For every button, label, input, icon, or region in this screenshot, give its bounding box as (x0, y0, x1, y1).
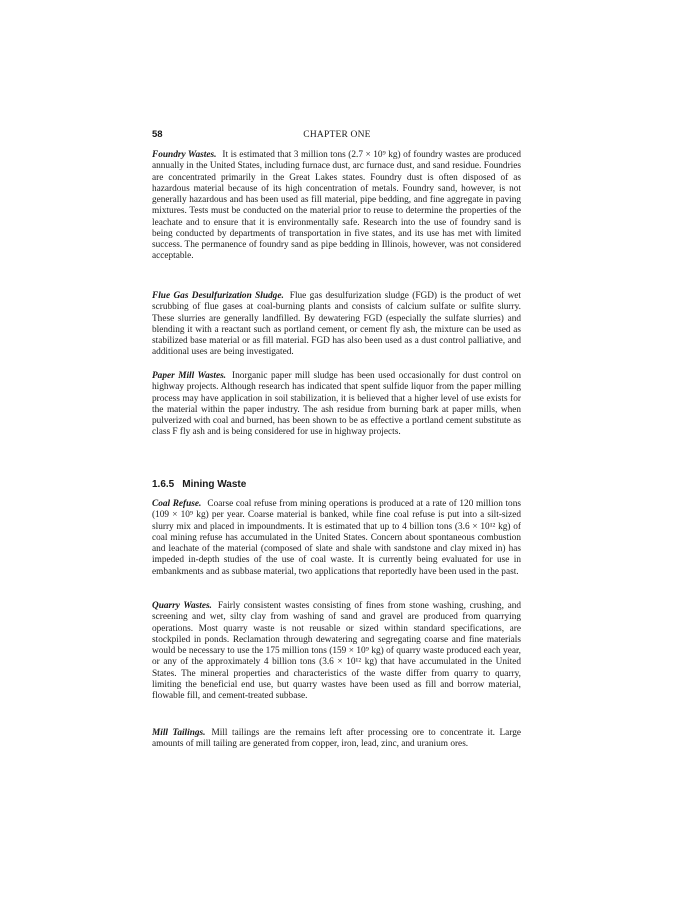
runin-heading: Coal Refuse. (152, 499, 202, 509)
page-number: 58 (152, 129, 163, 140)
paragraph-body: Fairly consistent wastes consisting of fines from stone washing, crushing, and screening and wet, silty clay from washing of sand and gravel are produced from quarrying operations. Most quarry waste is not reusable or sized within standard specifications, are stockpiled in ponds. Reclamation through dewatering and segregating coarse and fine materials would be necessary to use the 175 million tons (159 × 10⁹ kg) of quarry waste produced each year, or any of the approximately 4 billion tons (3.6 × 10¹² kg) that have accumulated in the United States. The mineral properties and characteristics of the waste differ from quarry to quarry, limiting the beneficial end use, but quarry wastes have been used as fill and borrow material, flowable fill, and cement-treated subbase. (152, 601, 521, 701)
paragraph-flue-gas-sludge (152, 291, 521, 359)
runin-heading: Foundry Wastes. (152, 150, 217, 160)
paragraph-body: Flue gas desulfurization sludge (FGD) is the product of wet scrubbing of flue gases at coal-burning plants and consists of calcium sulfate or sulfite slurry. These slurries are generally landfilled. By dewatering FGD (especially the sulfate slurries) and blending it with a reactant such as portland cement, or cement fly ash, the mixture can be used as stabilized base material or as fill material. FGD has also been used as a dust control palliative, and additional uses are being investigated. (152, 291, 521, 358)
paragraph-paper-mill-wastes (152, 371, 521, 439)
paragraph-body: Mill tailings are the remains left after processing ore to concentrate it. Large amounts of mill tailing are generated from copper, iron, lead, zinc, and uranium ores. (152, 728, 521, 750)
section-title: Mining Waste (182, 479, 247, 490)
paragraph-quarry-wastes (152, 601, 521, 702)
paragraph-body: It is estimated that 3 million tons (2.7 × 10⁹ kg) of foundry wastes are produced annually in the United States, including furnace dust, arc furnace dust, and sand residue. Foundries are concentrated primarily in the Great Lakes states. Foundry dust is often disposed of as hazardous material because of its high concentration of metals. Foundry sand, however, is not generally hazardous and has been used as fill material, pipe bedding, and fine aggregate in paving mixtures. Tests must be conducted on the material prior to reuse to determine the properties of the leachate and to ensure that it is environmentally safe. Research into the use of foundry sand is being conducted by departments of transportation in five states, and its use has met with limited success. The permanence of foundry sand as pipe bedding in Illinois, however, was not considered acceptable. (152, 150, 521, 262)
section-number: 1.6.5 (152, 479, 175, 490)
section-heading (152, 479, 246, 491)
paragraph-body: Inorganic paper mill sludge has been used occasionally for dust control on highway projects. Although research has indicated that spent sulfide liquor from the paper milling process may have application in soil stabilization, it is believed that a higher level of use exists for the material within the paper industry. The ash residue from burning bark at paper mills, when pulverized with coal and burned, has been shown to be as effective a portland cement substitute as class F fly ash and is being considered for use in highway projects. (152, 371, 521, 438)
runin-heading: Flue Gas Desulfurization Sludge. (152, 291, 284, 301)
runin-heading: Quarry Wastes. (152, 601, 212, 611)
paragraph-mill-tailings (152, 728, 521, 751)
paragraph-foundry-wastes (152, 150, 521, 263)
runin-heading: Paper Mill Wastes. (152, 371, 227, 381)
paragraph-body: Coarse coal refuse from mining operations is produced at a rate of 120 million tons (109 × 10⁹ kg) per year. Coarse material is banked, while fine coal refuse is put into a silt-sized slurry mix and placed in impoundments. It is estimated that up to 4 billion tons (3.6 × 10¹² kg) of coal mining refuse has accumulated in the United States. Concern about spontaneous combustion and leachate of the material (composed of slate and shale with sandstone and clay mixed in) has impeded in-depth studies of the use of coal waste. It is currently being evaluated for use in embankments and as subbase material, two applications that reportedly have been used in the past. (152, 499, 521, 577)
page-header (152, 128, 522, 142)
runin-heading: Mill Tailings. (152, 728, 206, 738)
running-head: CHAPTER ONE (303, 130, 371, 140)
paragraph-coal-refuse (152, 499, 521, 578)
